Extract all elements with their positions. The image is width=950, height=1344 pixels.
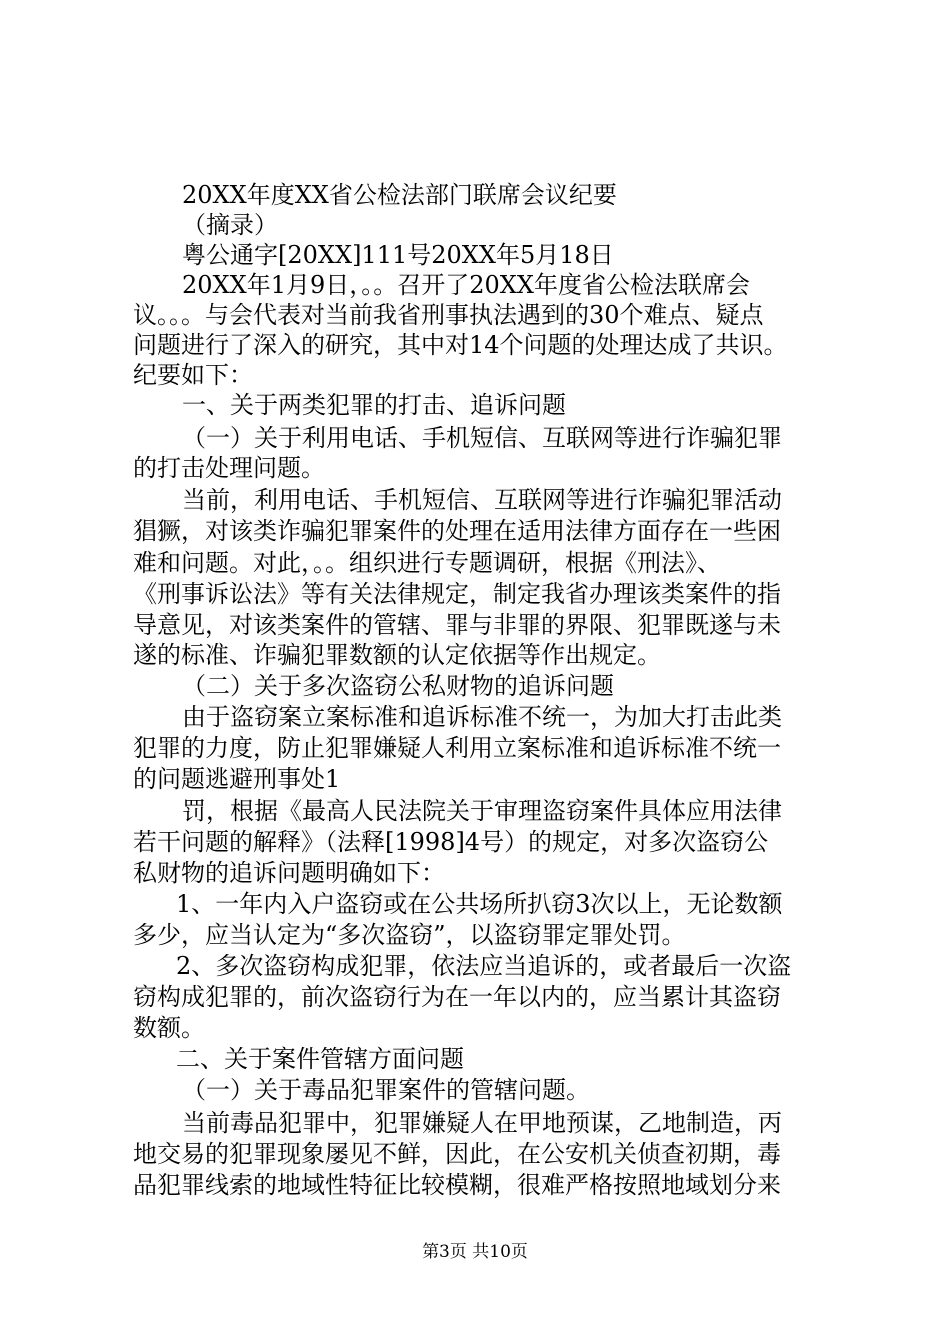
doc-line: 猖獗，对该类诈骗犯罪案件的处理在适用法律方面存在一些困 [133, 517, 781, 545]
doc-line: 犯罪的力度，防止犯罪嫌疑人利用立案标准和追诉标准不统一 [133, 734, 781, 762]
doc-line: 地交易的犯罪现象屡见不鲜，因此，在公安机关侦查初期，毒 [133, 1140, 781, 1168]
doc-line: 遂的标准、诈骗犯罪数额的认定依据等作出规定。 [133, 641, 661, 669]
doc-line: （二）关于多次盗窃公私财物的追诉问题 [182, 672, 614, 700]
doc-line: 数额。 [133, 1014, 205, 1042]
doc-line: 1、一年内入户盗窃或在公共场所扒窃3次以上，无论数额 [176, 890, 783, 918]
doc-line: 问题进行了深入的研究，其中对14个问题的处理达成了共识。 [133, 331, 788, 359]
doc-line: 20XX年度XX省公检法部门联席会议纪要 [182, 181, 617, 209]
doc-line: 议。。。与会代表对当前我省刑事执法遇到的30个难点、疑点 [133, 301, 764, 329]
doc-line: 由于盗窃案立案标准和追诉标准不统一，为加大打击此类 [182, 703, 782, 731]
doc-line: 2、多次盗窃构成犯罪，依法应当追诉的，或者最后一次盗 [176, 952, 792, 980]
doc-line: （一）关于利用电话、手机短信、互联网等进行诈骗犯罪 [182, 424, 782, 452]
doc-line: 私财物的追诉问题明确如下： [133, 859, 445, 887]
doc-line: 20XX年1月9日，。。召开了20XX年度省公检法联席会 [182, 271, 750, 299]
doc-line: 纪要如下： [133, 361, 253, 389]
doc-line: （一）关于毒品犯罪案件的管辖问题。 [182, 1076, 590, 1104]
doc-line: 当前毒品犯罪中，犯罪嫌疑人在甲地预谋，乙地制造，丙 [182, 1109, 782, 1137]
doc-line: 二、关于案件管辖方面问题 [176, 1045, 464, 1073]
doc-line: 当前，利用电话、手机短信、互联网等进行诈骗犯罪活动 [182, 486, 782, 514]
doc-line: 窃构成犯罪的，前次盗窃行为在一年以内的，应当累计其盗窃 [133, 983, 781, 1011]
doc-line: 多少，应当认定为“多次盗窃”，以盗窃罪定罪处罚。 [133, 921, 686, 949]
doc-line: （摘录） [182, 211, 278, 239]
doc-line: 一、关于两类犯罪的打击、追诉问题 [182, 391, 566, 419]
doc-line: 的打击处理问题。 [133, 454, 325, 482]
doc-line: 粤公通字[20XX]111号20XX年5月18日 [182, 241, 614, 269]
doc-line: 的问题逃避刑事处1 [133, 765, 341, 793]
doc-line: 罚，根据《最高人民法院关于审理盗窃案件具体应用法律 [182, 797, 782, 825]
doc-line: 难和问题。对此，。。组织进行专题调研，根据《刑法》、 [133, 549, 721, 577]
doc-line: 《刑事诉讼法》等有关法律规定，制定我省办理该类案件的指 [133, 580, 781, 608]
doc-line: 若干问题的解释》（法释[1998]4号）的规定，对多次盗窃公 [133, 828, 769, 856]
page-number-footer: 第3页 共10页 [422, 1242, 528, 1262]
doc-line: 导意见，对该类案件的管辖、罪与非罪的界限、犯罪既遂与未 [133, 611, 781, 639]
doc-line: 品犯罪线索的地域性特征比较模糊，很难严格按照地域划分来 [133, 1171, 781, 1199]
